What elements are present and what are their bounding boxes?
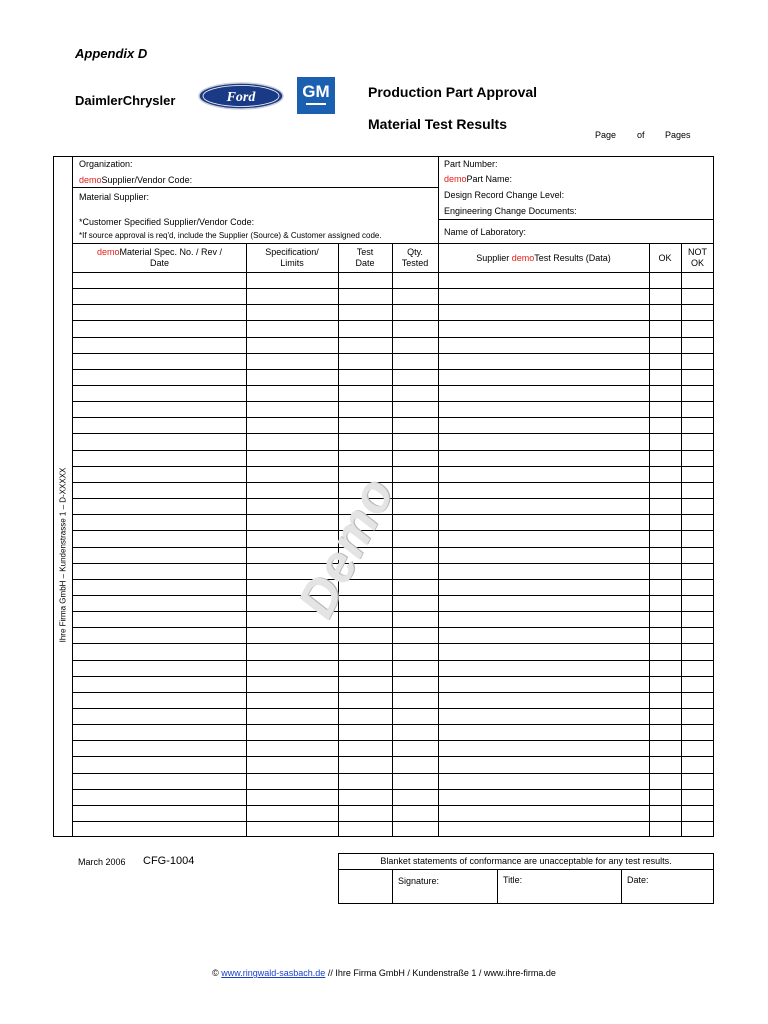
form-title: Production Part Approval xyxy=(368,84,538,100)
table-row xyxy=(73,821,714,822)
title-label: Title: xyxy=(503,875,523,885)
copyright-symbol: © xyxy=(212,968,219,978)
part-name-label: demoPart Name: xyxy=(444,174,513,184)
qty-tested-column-header: Qty. Tested xyxy=(401,247,429,268)
table-row xyxy=(73,611,714,612)
page-label: Page xyxy=(595,130,617,140)
source-approval-note: *If source approval is req'd, include the Supplier (Source) & Customer assigned code. xyxy=(79,231,382,240)
table-row xyxy=(73,482,714,483)
appendix-label: Appendix D xyxy=(75,46,148,61)
table-row xyxy=(73,676,714,677)
part-number-label: Part Number: xyxy=(444,159,498,169)
supplier-vendor-code-label: demoSupplier/Vendor Code: xyxy=(79,175,193,185)
table-row xyxy=(73,337,714,338)
daimlerchrysler-logo: DaimlerChrysler xyxy=(75,93,176,108)
revision-date: March 2006 xyxy=(78,857,126,867)
material-supplier-label: Material Supplier: xyxy=(79,192,150,202)
table-row xyxy=(73,450,714,451)
of-label: of xyxy=(637,130,645,140)
table-row xyxy=(73,579,714,580)
signature-label: Signature: xyxy=(398,876,440,886)
material-spec-column-header: demoMaterial Spec. No. / Rev / Date xyxy=(96,247,223,268)
table-row xyxy=(73,547,714,548)
table-row xyxy=(73,353,714,354)
date-label: Date: xyxy=(627,875,649,885)
ford-logo-text: Ford xyxy=(226,90,256,105)
engineering-change-label: Engineering Change Documents: xyxy=(444,206,577,216)
table-row xyxy=(73,320,714,321)
table-row xyxy=(73,627,714,628)
demo-watermark: Demo xyxy=(286,468,406,627)
page-footer xyxy=(0,968,768,978)
ford-logo xyxy=(198,82,284,110)
table-row xyxy=(73,756,714,757)
company-address-vertical: Ihre Firma GmbH – Kundenstrasse 1 – D-XXXXX xyxy=(58,467,68,643)
table-row xyxy=(73,385,714,386)
not-ok-column-header: NOT OK xyxy=(688,247,707,268)
table-row xyxy=(73,643,714,644)
table-row xyxy=(73,369,714,370)
table-row xyxy=(73,433,714,434)
table-row xyxy=(73,466,714,467)
test-results-column-header: Supplier demoTest Results (Data) xyxy=(476,253,611,263)
test-date-column-header: Test Date xyxy=(355,247,375,268)
laboratory-label: Name of Laboratory: xyxy=(444,227,527,237)
form-code: CFG-1004 xyxy=(143,855,195,867)
table-row xyxy=(73,530,714,531)
table-row xyxy=(73,708,714,709)
ringwald-link[interactable]: www.ringwald-sasbach.de xyxy=(221,968,326,978)
table-row xyxy=(73,692,714,693)
table-row xyxy=(73,595,714,596)
table-row xyxy=(73,563,714,564)
table-row xyxy=(73,805,714,806)
gm-logo-text: GM xyxy=(302,82,330,101)
specification-column-header: Specification/ Limits xyxy=(265,247,319,268)
form-subtitle: Material Test Results xyxy=(368,116,508,132)
table-row xyxy=(73,789,714,790)
table-row xyxy=(73,773,714,774)
table-row xyxy=(73,660,714,661)
organization-label: Organization: xyxy=(79,159,133,169)
table-row xyxy=(73,304,714,305)
customer-specified-code-label: *Customer Specified Supplier/Vendor Code: xyxy=(79,217,255,227)
company-address: // Ihre Firma GmbH / Kundenstraße 1 / www.ihre-firma.de xyxy=(325,968,556,978)
conformance-statement: Blanket statements of conformance are unacceptable for any test results. xyxy=(380,856,672,866)
table-row xyxy=(73,417,714,418)
design-record-label: Design Record Change Level: xyxy=(444,190,565,200)
pages-label: Pages xyxy=(665,130,691,140)
table-row xyxy=(73,288,714,289)
table-row xyxy=(73,740,714,741)
ok-column-header: OK xyxy=(658,253,672,263)
table-row xyxy=(73,724,714,725)
gm-logo xyxy=(297,77,335,114)
table-row xyxy=(73,401,714,402)
